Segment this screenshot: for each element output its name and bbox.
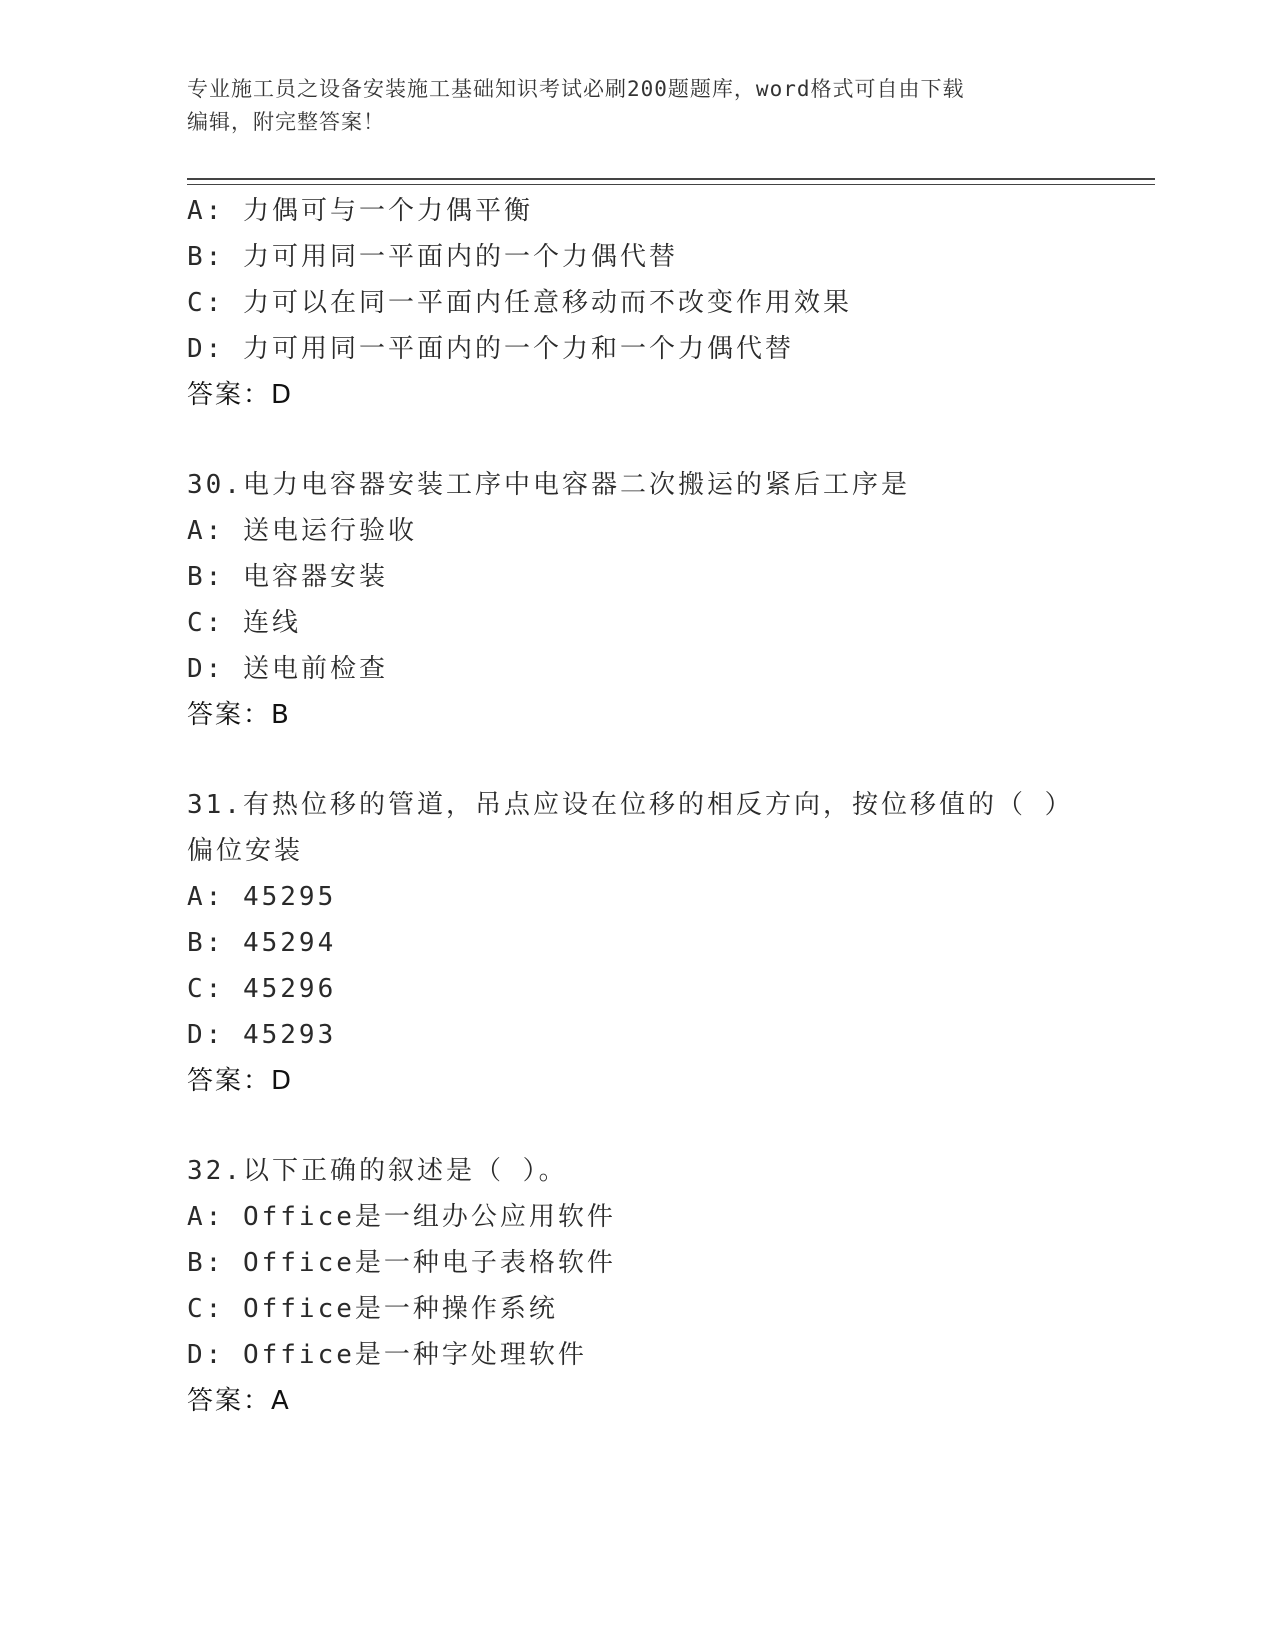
option-d: D: Office是一种字处理软件 (187, 1340, 587, 1370)
question-text: 32.以下正确的叙述是（ ）。 (187, 1156, 568, 1186)
option-a: A: 45295 (187, 882, 337, 912)
header-title-line-2: 编辑，附完整答案！ (187, 110, 385, 134)
answer-line: 答案：D (187, 1066, 294, 1096)
option-c: C: 45296 (187, 974, 337, 1004)
question-29 (187, 188, 1147, 418)
option-d: D: 送电前检查 (187, 654, 388, 684)
spacer (187, 418, 1147, 462)
spacer (187, 1104, 1147, 1148)
option-d: D: 力可用同一平面内的一个力和一个力偶代替 (187, 334, 794, 364)
question-text-line-1: 31.有热位移的管道，吊点应设在位移的相反方向，按位移值的（ ） (187, 790, 1074, 820)
answer-line: 答案：D (187, 380, 294, 410)
option-a: A: 力偶可与一个力偶平衡 (187, 196, 533, 226)
answer-line: 答案：A (187, 1386, 291, 1416)
option-b: B: Office是一种电子表格软件 (187, 1248, 616, 1278)
answer-line: 答案：B (187, 700, 291, 730)
option-c: C: Office是一种操作系统 (187, 1294, 558, 1324)
option-b: B: 力可用同一平面内的一个力偶代替 (187, 242, 678, 272)
document-header (187, 73, 1087, 139)
question-31 (187, 782, 1147, 1104)
option-d: D: 45293 (187, 1020, 337, 1050)
header-title-line-1: 专业施工员之设备安装施工基础知识考试必刷200题题库，word格式可自由下载 (187, 77, 965, 101)
option-a: A: 送电运行验收 (187, 516, 417, 546)
header-divider-thick (187, 178, 1155, 180)
option-a: A: Office是一组办公应用软件 (187, 1202, 616, 1232)
question-text: 30.电力电容器安装工序中电容器二次搬运的紧后工序是 (187, 470, 910, 500)
question-list (187, 188, 1147, 1424)
question-30 (187, 462, 1147, 738)
spacer (187, 738, 1147, 782)
header-divider-thin (187, 184, 1155, 185)
option-c: C: 连线 (187, 608, 301, 638)
option-c: C: 力可以在同一平面内任意移动而不改变作用效果 (187, 288, 852, 318)
question-text-line-2: 偏位安装 (187, 836, 304, 866)
option-b: B: 电容器安装 (187, 562, 388, 592)
option-b: B: 45294 (187, 928, 337, 958)
question-32 (187, 1148, 1147, 1424)
